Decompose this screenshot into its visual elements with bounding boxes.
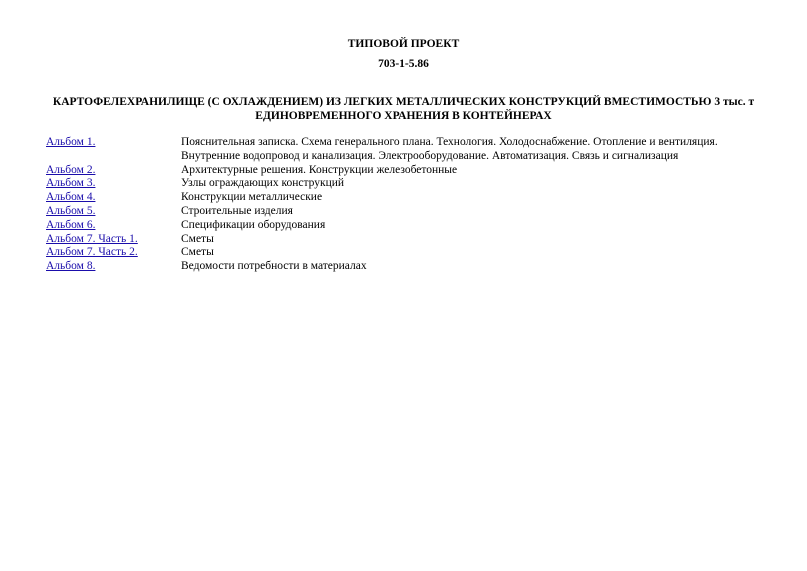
- album-3-link[interactable]: Альбом 3.: [46, 177, 96, 190]
- album-8-description: Ведомости потребности в материалах: [181, 260, 367, 273]
- album-7-part-2-description: Сметы: [181, 246, 214, 259]
- album-1-description: Пояснительная записка. Схема генерального плана. Технология. Холодоснабжение. Отопление и вентиляция. Внутренние водопровод и канализация. Электрооборудование. Автоматизация. Связь и сигнализация: [181, 136, 718, 162]
- document-number: 703-1-5.86: [378, 58, 429, 70]
- album-row-7-part-1: [46, 233, 770, 247]
- album-row-6: [46, 219, 770, 233]
- album-8-link[interactable]: Альбом 8.: [46, 260, 96, 273]
- album-2-link[interactable]: Альбом 2.: [46, 163, 96, 176]
- album-5-description: Строительные изделия: [181, 204, 293, 217]
- document-title: [40, 95, 767, 123]
- album-row-1: [46, 136, 770, 164]
- album-6-link[interactable]: Альбом 6.: [46, 218, 96, 231]
- document-title-line-2: ЕДИНОВРЕМЕННОГО ХРАНЕНИЯ В КОНТЕЙНЕРАХ: [255, 110, 552, 122]
- album-list: [46, 136, 770, 274]
- album-7-part-1-description: Сметы: [181, 232, 214, 245]
- album-row-5: [46, 205, 770, 219]
- album-row-2: [46, 164, 770, 178]
- album-5-link[interactable]: Альбом 5.: [46, 204, 96, 217]
- album-2-description: Архитектурные решения. Конструкции железобетонные: [181, 163, 458, 176]
- album-1-link[interactable]: Альбом 1.: [46, 136, 96, 148]
- album-4-description: Конструкции металлические: [181, 191, 323, 204]
- album-row-4: [46, 191, 770, 205]
- document-title-line-1: КАРТОФЕЛЕХРАНИЛИЩЕ (С ОХЛАЖДЕНИЕМ) ИЗ ЛЕГКИХ МЕТАЛЛИЧЕСКИХ КОНСТРУКЦИЙ ВМЕСТИМОСТЬЮ 3 тыс. т: [52, 96, 755, 108]
- document-type-heading: ТИПОВОЙ ПРОЕКТ: [347, 38, 460, 50]
- album-row-7-part-2: [46, 246, 770, 260]
- album-row-3: [46, 177, 770, 191]
- album-7-part-1-link[interactable]: Альбом 7. Часть 1.: [46, 232, 138, 245]
- album-6-description: Спецификации оборудования: [181, 218, 326, 231]
- album-7-part-2-link[interactable]: Альбом 7. Часть 2.: [46, 246, 138, 259]
- album-4-link[interactable]: Альбом 4.: [46, 191, 96, 204]
- album-row-8: [46, 260, 770, 274]
- album-3-description: Узлы ограждающих конструкций: [181, 177, 345, 190]
